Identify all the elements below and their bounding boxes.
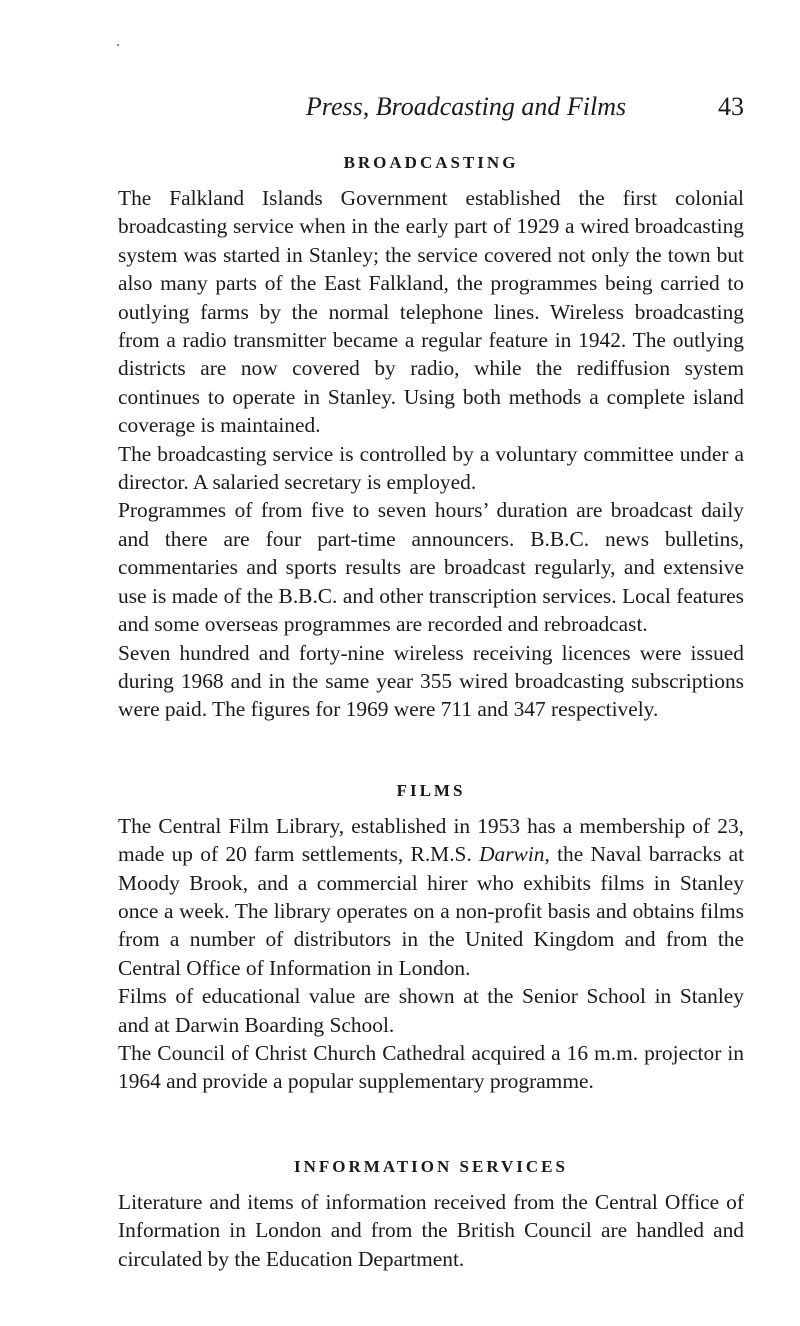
section-broadcasting [118,152,744,724]
paragraph: Programmes of from five to seven hours’ duration are broadcast daily and there are four part-time announcers. B.B.C. news bulletins, commentaries and sports results are broadcast regularly, and extensive use is made of the B.B.C. and other transcription services. Local features and some overseas programmes are recorded and rebroadcast. [118,498,744,637]
page-number: 43 [718,92,744,121]
section-films [118,780,744,1096]
paragraph: The broadcasting service is controlled by a voluntary committee under a director. A salaried secretary is employed. [118,441,744,495]
paragraph: The Central Film Library, established in 1953 has a membership of 23, made up of 20 farm settlements, R.M.S. Darwin, the Naval barracks at Moody Brook, and a commercial hirer who exhibits films in Stanley once a week. The library operates on a non-profit basis and obtains films from a number of distributors in the United Kingdom and from the Central Office of Information in London. [118,813,745,980]
ship-name: Darwin [479,842,545,867]
paragraph: The Falkland Islands Government established the first colonial broadcasting service when in the early part of 1929 a wired broadcasting system was started in Stanley; the service covered not only the town but also many parts of the East Falkland, the programmes being carried to outlying farms by the normal telephone lines. Wireless broadcasting from a radio transmitter became a regular feature in 1942. The outlying districts are now covered by radio, while the rediffusion system continues to operate in Stanley. Using both methods a complete island coverage is maintained. [118,186,744,438]
section-information-services [118,1156,744,1273]
paragraph: The Council of Christ Church Cathedral acquired a 16 m.m. projector in 1964 and provide a popular supplementary programme. [118,1040,744,1094]
paragraph: Seven hundred and forty-nine wireless receiving licences were issued during 1968 and in the same year 355 wired broadcasting subscriptions were paid. The figures for 1969 were 711 and 347 respectively. [118,640,744,722]
print-speck [117,44,119,46]
section-heading: FILMS [396,780,466,800]
section-heading: BROADCASTING [343,153,519,172]
section-heading: INFORMATION SERVICES [294,1156,568,1176]
paragraph: Films of educational value are shown at the Senior School in Stanley and at Darwin Boarding School. [118,984,744,1037]
page-header [118,92,744,132]
paragraph: Literature and items of information received from the Central Office of Information in London and from the British Council are handled and circulated by the Education Department. [118,1189,744,1271]
page-body [118,152,744,1273]
running-title: Press, Broadcasting and Films [305,92,627,121]
